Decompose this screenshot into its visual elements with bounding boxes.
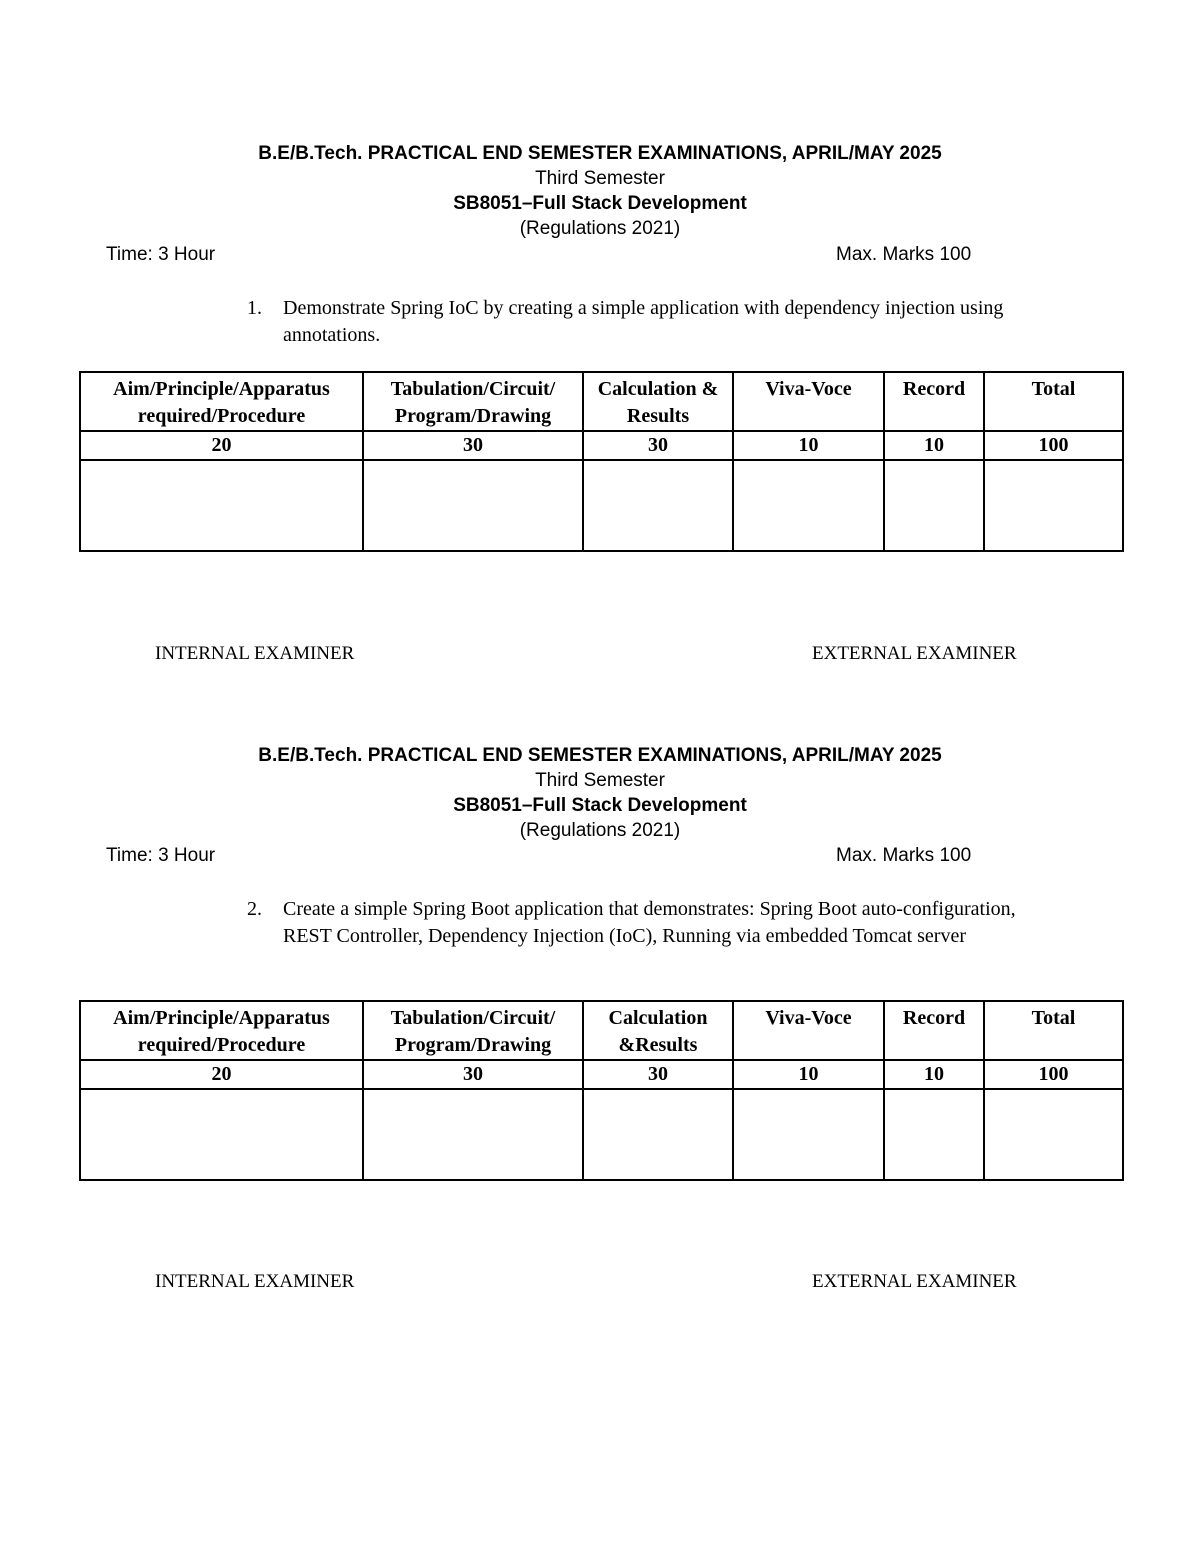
marks-record: 10: [884, 1060, 984, 1089]
entry-viva-voce[interactable]: [733, 460, 884, 551]
semester-label: Third Semester: [535, 168, 665, 189]
marks-aim: 20: [80, 1060, 363, 1089]
header-calculation: Calculation & Results: [583, 372, 733, 431]
marks-total: 100: [984, 1060, 1123, 1089]
question-item: [247, 896, 1067, 950]
header-tabulation: Tabulation/Circuit/ Program/Drawing: [363, 372, 583, 431]
table-marks-row: [80, 1060, 1123, 1089]
entry-aim[interactable]: [80, 460, 363, 551]
entry-tabulation[interactable]: [363, 460, 583, 551]
header-total: Total: [984, 372, 1123, 431]
external-examiner-label: EXTERNAL EXAMINER: [812, 1271, 1017, 1292]
table-entry-row: [80, 460, 1123, 551]
table-marks-row: [80, 431, 1123, 460]
entry-record[interactable]: [884, 460, 984, 551]
exam-title: B.E/B.Tech. PRACTICAL END SEMESTER EXAMINATIONS, APRIL/MAY 2025: [258, 745, 942, 766]
table-entry-row: [80, 1089, 1123, 1180]
exam-title: B.E/B.Tech. PRACTICAL END SEMESTER EXAMINATIONS, APRIL/MAY 2025: [258, 143, 942, 164]
marks-tabulation: 30: [363, 1060, 583, 1089]
marks-aim: 20: [80, 431, 363, 460]
time-label: Time: 3 Hour: [106, 244, 216, 265]
time-label: Time: 3 Hour: [106, 845, 216, 866]
header-calculation: Calculation &Results: [583, 1001, 733, 1060]
entry-calculation[interactable]: [583, 1089, 733, 1180]
internal-examiner-label: INTERNAL EXAMINER: [155, 1271, 355, 1292]
header-tabulation: Tabulation/Circuit/ Program/Drawing: [363, 1001, 583, 1060]
question-number: 2.: [247, 898, 262, 920]
question-number: 1.: [247, 297, 262, 319]
entry-record[interactable]: [884, 1089, 984, 1180]
max-marks-label: Max. Marks 100: [836, 244, 972, 265]
marks-viva-voce: 10: [733, 431, 884, 460]
max-marks-label: Max. Marks 100: [836, 845, 972, 866]
header-viva-voce: Viva-Voce: [733, 372, 884, 431]
marks-record: 10: [884, 431, 984, 460]
table-header-row: [80, 1001, 1123, 1060]
table-header-row: [80, 372, 1123, 431]
semester-label: Third Semester: [535, 770, 665, 791]
header-viva-voce: Viva-Voce: [733, 1001, 884, 1060]
question-text: Create a simple Spring Boot application that demonstrates: Spring Boot auto-configuration, REST Controller, Dependency Injection (IoC), Running via embedded Tomcat server: [283, 898, 1016, 947]
marks-viva-voce: 10: [733, 1060, 884, 1089]
external-examiner-label: EXTERNAL EXAMINER: [812, 643, 1017, 664]
regulations-label: (Regulations 2021): [519, 820, 681, 841]
entry-viva-voce[interactable]: [733, 1089, 884, 1180]
marks-calculation: 30: [583, 431, 733, 460]
header-total: Total: [984, 1001, 1123, 1060]
header-record: Record: [884, 372, 984, 431]
marks-table: [79, 371, 1124, 552]
entry-calculation[interactable]: [583, 460, 733, 551]
entry-total[interactable]: [984, 1089, 1123, 1180]
internal-examiner-label: INTERNAL EXAMINER: [155, 643, 355, 664]
course-title: SB8051–Full Stack Development: [453, 193, 747, 214]
entry-aim[interactable]: [80, 1089, 363, 1180]
entry-total[interactable]: [984, 460, 1123, 551]
regulations-label: (Regulations 2021): [519, 218, 681, 239]
marks-total: 100: [984, 431, 1123, 460]
header-aim: Aim/Principle/Apparatus required/Procedure: [80, 372, 363, 431]
course-title: SB8051–Full Stack Development: [453, 795, 747, 816]
marks-table: [79, 1000, 1124, 1181]
question-text: Demonstrate Spring IoC by creating a simple application with dependency injection using annotations.: [283, 297, 1004, 346]
question-item: [247, 295, 1067, 349]
entry-tabulation[interactable]: [363, 1089, 583, 1180]
header-record: Record: [884, 1001, 984, 1060]
header-aim: Aim/Principle/Apparatus required/Procedure: [80, 1001, 363, 1060]
marks-tabulation: 30: [363, 431, 583, 460]
marks-calculation: 30: [583, 1060, 733, 1089]
